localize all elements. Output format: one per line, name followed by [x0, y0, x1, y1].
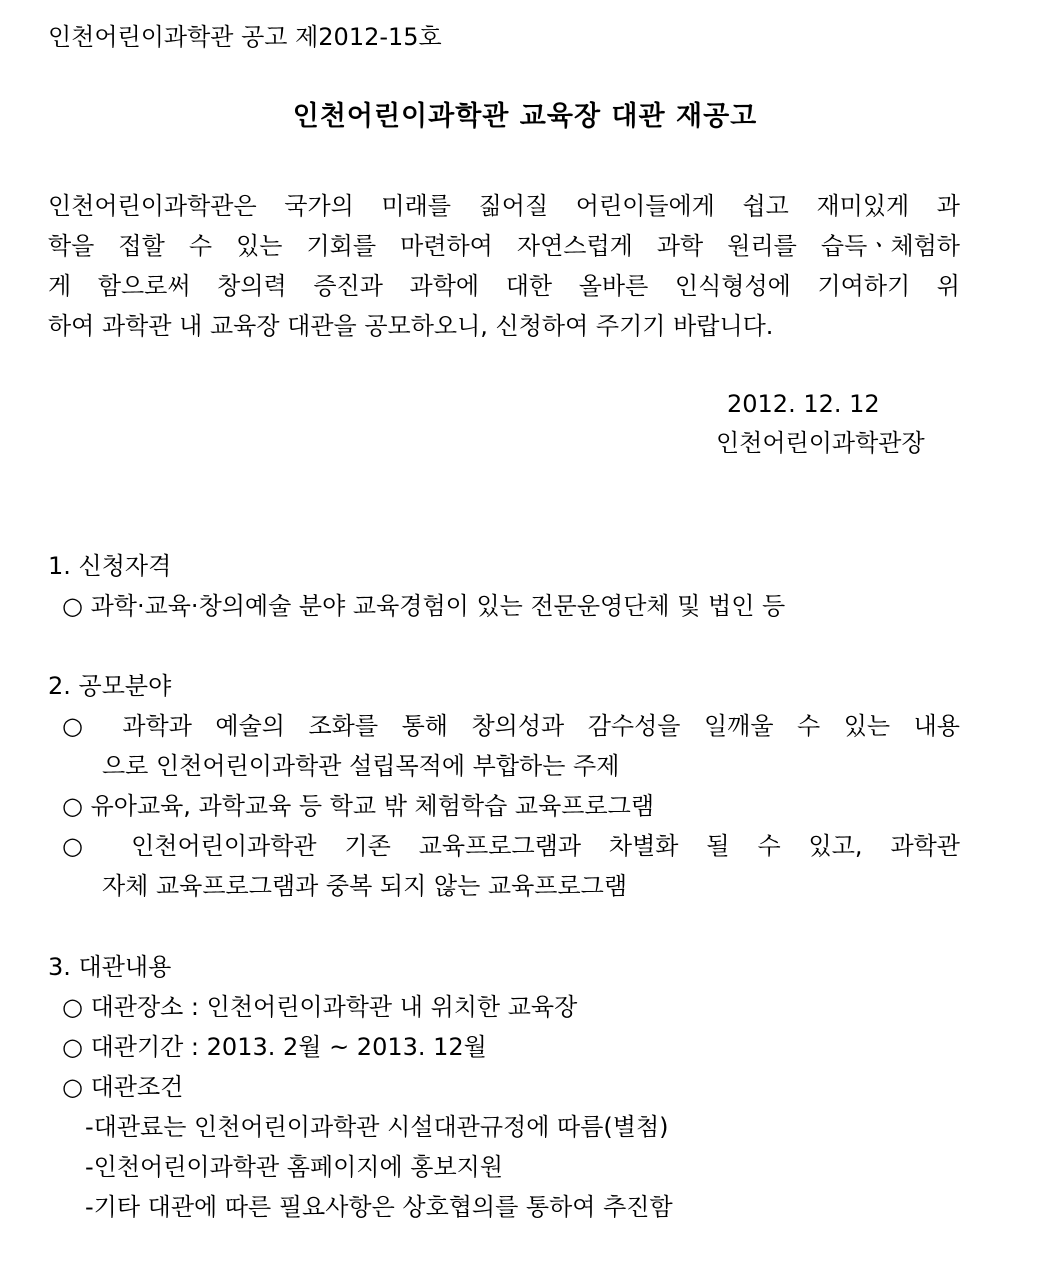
document-title: 인천어린이과학관 교육장 대관 재공고 [292, 101, 758, 132]
list-item: ○ 과학·교육·창의예술 분야 교육경험이 있는 전문운영단체 및 법인 등 [62, 592, 786, 620]
section-title-rental-details: 3. 대관내용 [48, 953, 172, 981]
notice-date: 2012. 12. 12 [727, 390, 880, 418]
list-item-continuation: 자체 교육프로그램과 중복 되지 않는 교육프로그램 [102, 872, 628, 900]
list-item: ○ 과학과 예술의 조화를 통해 창의성과 감수성을 일깨울 수 있는 내용 [62, 712, 960, 740]
intro-line: 하여 과학관 내 교육장 대관을 공모하오니, 신청하여 주기기 바랍니다. [48, 312, 774, 340]
intro-line: 인천어린이과학관은 국가의 미래를 짊어질 어린이들에게 쉽고 재미있게 과 [48, 192, 960, 220]
section-title-eligibility: 1. 신청자격 [48, 552, 172, 580]
list-item: ○ 대관장소 : 인천어린이과학관 내 위치한 교육장 [62, 993, 578, 1021]
sub-item: -인천어린이과학관 홈페이지에 홍보지원 [85, 1153, 504, 1181]
list-item-continuation: 으로 인천어린이과학관 설립목적에 부합하는 주제 [102, 752, 620, 780]
sub-item: -대관료는 인천어린이과학관 시설대관규정에 따름(별첨) [85, 1113, 669, 1141]
signer: 인천어린이과학관장 [716, 429, 925, 457]
list-item: ○ 인천어린이과학관 기존 교육프로그램과 차별화 될 수 있고, 과학관 [62, 832, 960, 860]
list-item: ○ 유아교육, 과학교육 등 학교 밖 체험학습 교육프로그램 [62, 792, 655, 820]
intro-line: 게 함으로써 창의력 증진과 과학에 대한 올바른 인식형성에 기여하기 위 [48, 272, 960, 300]
list-item: ○ 대관기간 : 2013. 2월 ~ 2013. 12월 [62, 1033, 487, 1061]
section-title-field: 2. 공모분야 [48, 672, 172, 700]
list-item: ○ 대관조건 [62, 1073, 184, 1101]
intro-line: 학을 접할 수 있는 기회를 마련하여 자연스럽게 과학 원리를 습득ㆍ체험하 [48, 232, 960, 260]
sub-item: -기타 대관에 따른 필요사항은 상호협의를 통하여 추진함 [85, 1193, 673, 1221]
notice-number: 인천어린이과학관 공고 제2012-15호 [48, 23, 442, 51]
